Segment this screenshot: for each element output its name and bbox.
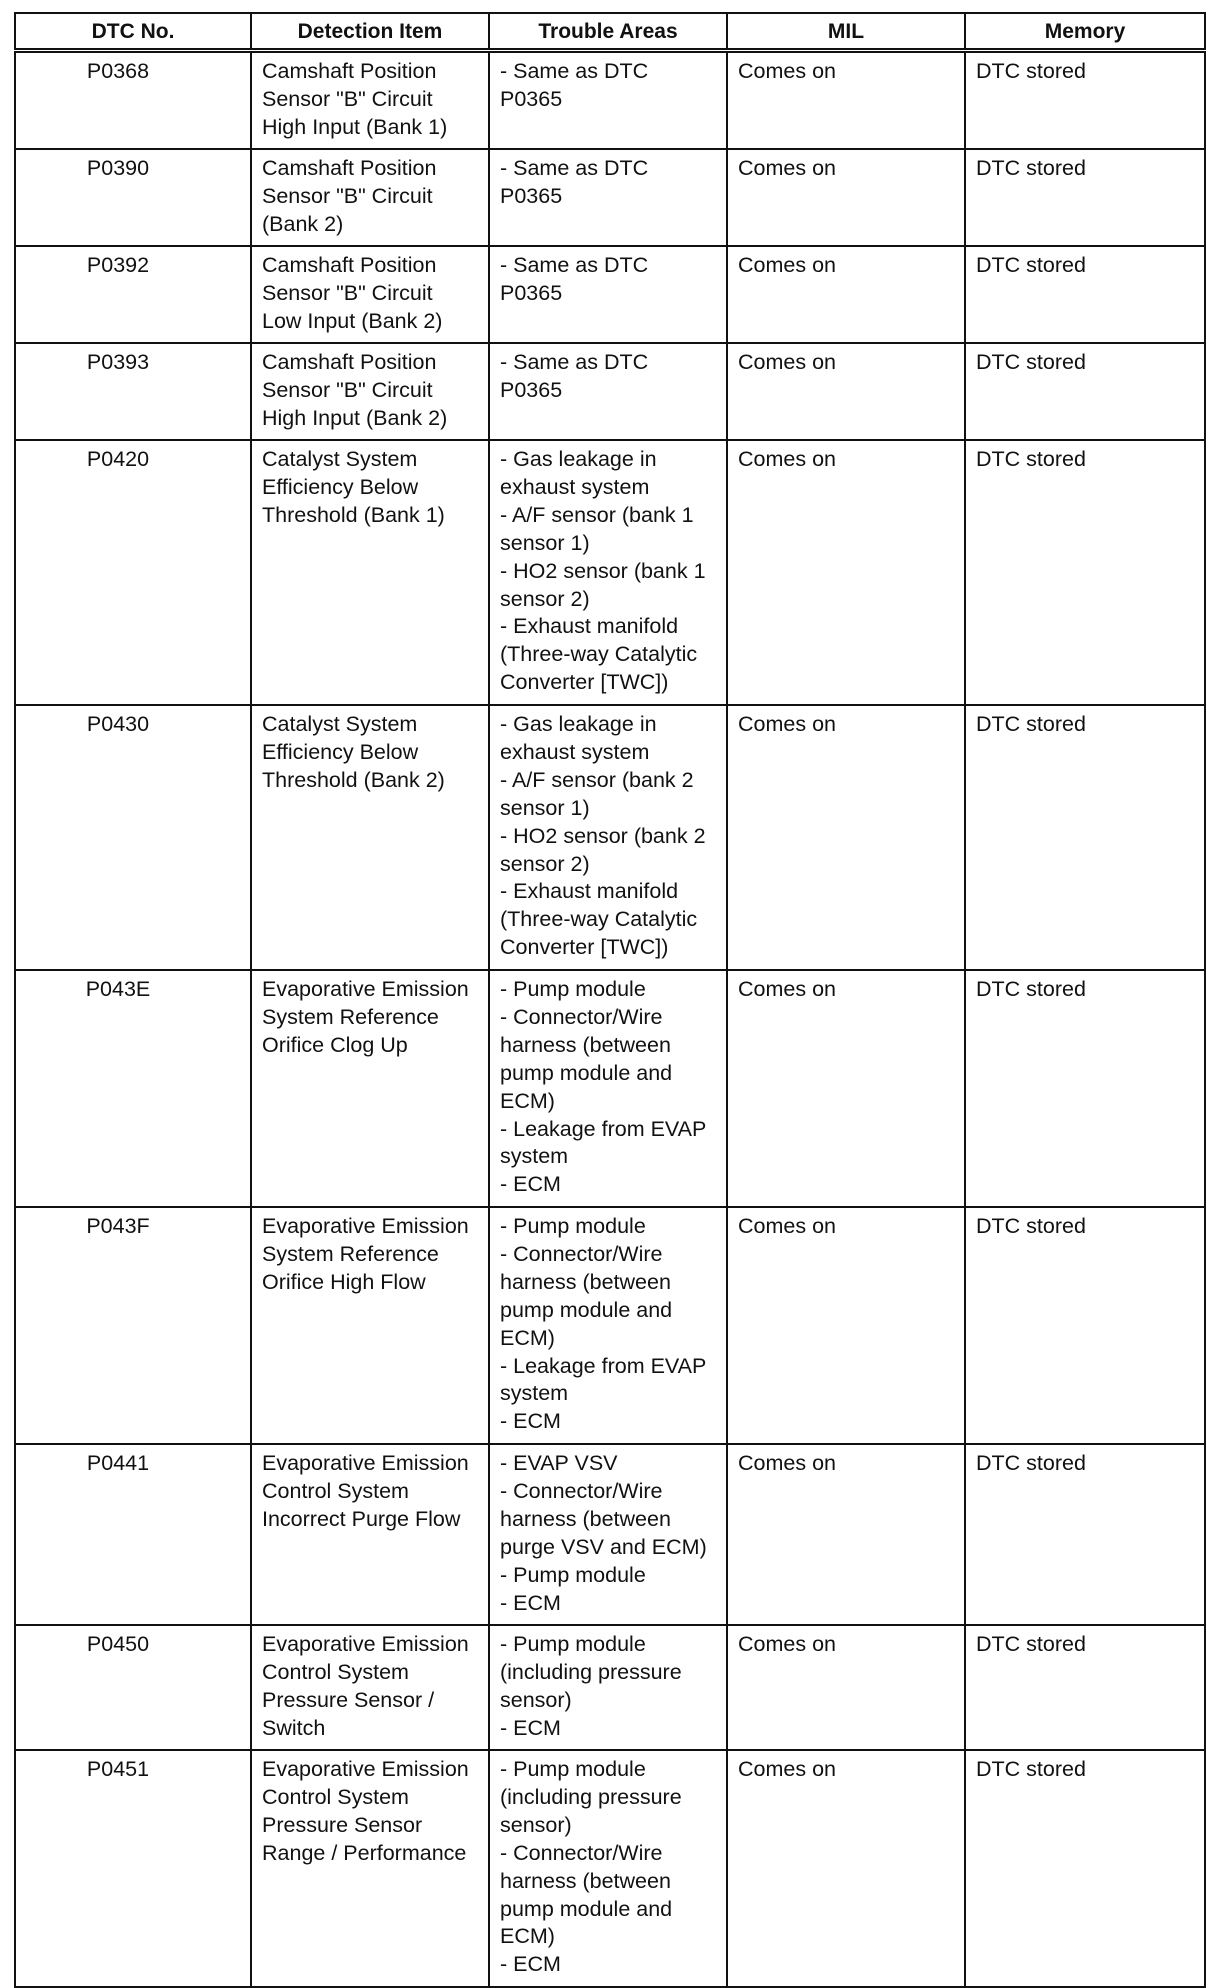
table-row [15,705,1205,970]
detection-item: Camshaft Position Sensor "B" Circuit High Input (Bank 1) [251,51,489,150]
detection-item: Evaporative Emission System Reference Orifice Clog Up [251,970,489,1207]
trouble-areas: - Pump module (including pressure sensor) - ECM [489,1625,727,1750]
header-trouble-areas: Trouble Areas [489,13,727,51]
trouble-areas: - Same as DTC P0365 [489,343,727,440]
memory-status: DTC stored [965,970,1205,1207]
table-row [15,970,1205,1207]
mil-status: Comes on [727,1444,965,1625]
mil-status: Comes on [727,51,965,150]
detection-item: Camshaft Position Sensor "B" Circuit Low Input (Bank 2) [251,246,489,343]
dtc-code: P043F [15,1207,251,1444]
detection-item: Catalyst System Efficiency Below Threshold (Bank 1) [251,440,489,705]
memory-status: DTC stored [965,51,1205,150]
header-detection-item: Detection Item [251,13,489,51]
mil-status: Comes on [727,1207,965,1444]
detection-item: Evaporative Emission System Reference Orifice High Flow [251,1207,489,1444]
dtc-code: P0430 [15,705,251,970]
dtc-code: P0392 [15,246,251,343]
header-row [15,13,1205,51]
memory-status: DTC stored [965,440,1205,705]
trouble-areas: - Same as DTC P0365 [489,246,727,343]
table-row [15,1625,1205,1750]
mil-status: Comes on [727,246,965,343]
memory-status: DTC stored [965,246,1205,343]
trouble-areas: - Pump module - Connector/Wire harness (between pump module and ECM) - Leakage from EVAP system - ECM [489,1207,727,1444]
dtc-code: P0393 [15,343,251,440]
dtc-table [14,12,1206,1988]
header-mil: MIL [727,13,965,51]
mil-status: Comes on [727,440,965,705]
dtc-table-header [15,13,1205,51]
dtc-code: P0441 [15,1444,251,1625]
table-row [15,1444,1205,1625]
trouble-areas: - Same as DTC P0365 [489,51,727,150]
dtc-code: P0450 [15,1625,251,1750]
memory-status: DTC stored [965,1207,1205,1444]
detection-item: Evaporative Emission Control System Pressure Sensor Range / Performance [251,1750,489,1987]
memory-status: DTC stored [965,343,1205,440]
mil-status: Comes on [727,1750,965,1987]
table-row [15,343,1205,440]
table-row [15,1750,1205,1987]
detection-item: Evaporative Emission Control System Pressure Sensor / Switch [251,1625,489,1750]
detection-item: Evaporative Emission Control System Incorrect Purge Flow [251,1444,489,1625]
dtc-table-body [15,51,1205,1988]
dtc-code: P0420 [15,440,251,705]
memory-status: DTC stored [965,1625,1205,1750]
dtc-code: P043E [15,970,251,1207]
detection-item: Catalyst System Efficiency Below Threshold (Bank 2) [251,705,489,970]
dtc-code: P0451 [15,1750,251,1987]
memory-status: DTC stored [965,705,1205,970]
table-row [15,440,1205,705]
table-row [15,246,1205,343]
trouble-areas: - Gas leakage in exhaust system - A/F sensor (bank 2 sensor 1) - HO2 sensor (bank 2 sensor 2) - Exhaust manifold (Three-way Catalytic Converter [TWC]) [489,705,727,970]
trouble-areas: - Gas leakage in exhaust system - A/F sensor (bank 1 sensor 1) - HO2 sensor (bank 1 sensor 2) - Exhaust manifold (Three-way Catalytic Converter [TWC]) [489,440,727,705]
table-row [15,1207,1205,1444]
trouble-areas: - Pump module - Connector/Wire harness (between pump module and ECM) - Leakage from EVAP system - ECM [489,970,727,1207]
memory-status: DTC stored [965,1750,1205,1987]
header-memory: Memory [965,13,1205,51]
table-row [15,149,1205,246]
mil-status: Comes on [727,343,965,440]
mil-status: Comes on [727,1625,965,1750]
mil-status: Comes on [727,149,965,246]
mil-status: Comes on [727,970,965,1207]
trouble-areas: - Pump module (including pressure sensor) - Connector/Wire harness (between pump module and ECM) - ECM [489,1750,727,1987]
dtc-code: P0390 [15,149,251,246]
detection-item: Camshaft Position Sensor "B" Circuit (Bank 2) [251,149,489,246]
memory-status: DTC stored [965,149,1205,246]
header-dtc-no: DTC No. [15,13,251,51]
table-row [15,51,1205,150]
memory-status: DTC stored [965,1444,1205,1625]
dtc-code: P0368 [15,51,251,150]
trouble-areas: - Same as DTC P0365 [489,149,727,246]
mil-status: Comes on [727,705,965,970]
trouble-areas: - EVAP VSV - Connector/Wire harness (between purge VSV and ECM) - Pump module - ECM [489,1444,727,1625]
detection-item: Camshaft Position Sensor "B" Circuit High Input (Bank 2) [251,343,489,440]
